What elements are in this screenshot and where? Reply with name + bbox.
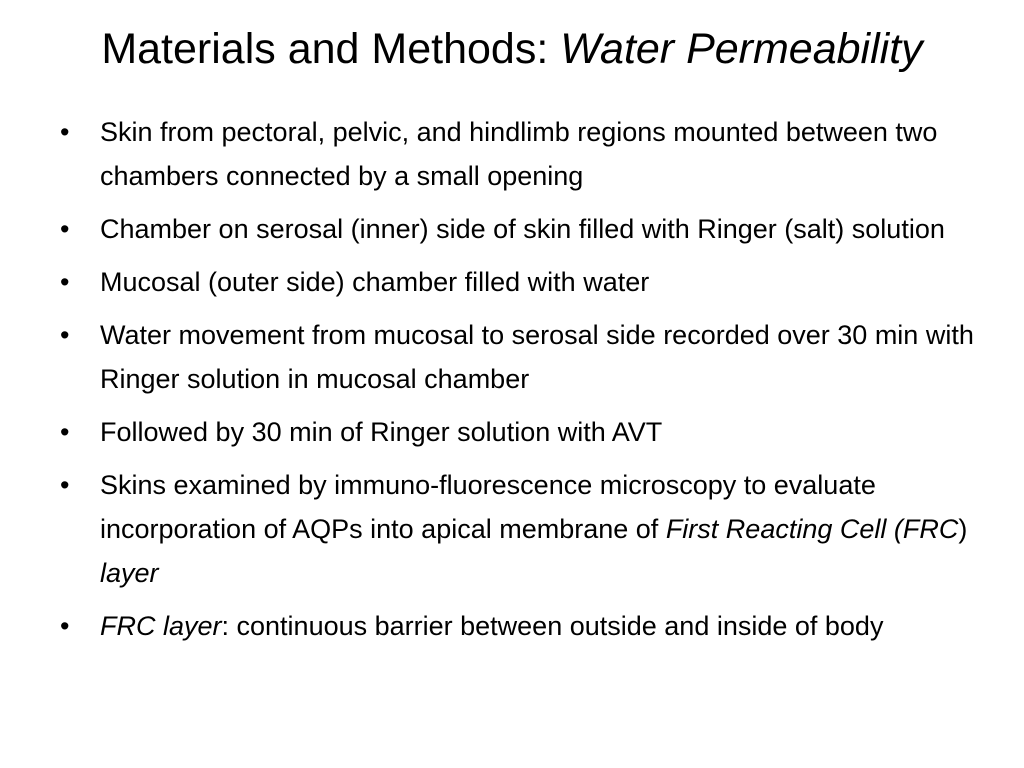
bullet-item [58,463,978,595]
bullet-text-paren: ) [958,514,968,544]
bullet-dot: • [60,267,70,297]
slide-title [0,20,1024,78]
bullet-text-plain: : continuous barrier between outside and inside of body [221,611,884,641]
bullet-item [58,410,978,454]
bullet-text-italic-layer: layer [100,558,159,588]
bullet-dot: • [60,611,70,641]
bullet-text [100,611,883,641]
bullet-dot: • [60,117,70,147]
bullet-text: Water movement from mucosal to serosal side recorded over 30 min with Ringer solution in mucosal chamber [100,320,974,394]
bullet-text: Skin from pectoral, pelvic, and hindlimb regions mounted between two chambers connected by a small opening [100,117,938,191]
bullet-text-plain: Skins examined by immuno-fluorescence microscopy to evaluate incorporation of AQPs into apical membrane of [100,470,876,544]
bullet-item [58,207,978,251]
bullet-dot: • [60,470,70,500]
bullet-item [58,313,978,401]
bullet-item [58,604,978,648]
bullet-text: Followed by 30 min of Ringer solution with AVT [100,417,663,447]
bullet-dot: • [60,214,70,244]
bullet-dot: • [60,417,70,447]
bullet-text [100,470,967,588]
bullet-item [58,110,978,198]
title-main: Materials and Methods: [101,25,561,73]
bullet-text-italic: First Reacting Cell (FRC [665,514,959,544]
bullet-dot: • [60,320,70,350]
bullet-text: Mucosal (outer side) chamber filled with water [100,267,650,297]
bullet-text-italic-lead: FRC layer [100,611,222,641]
bullet-list [58,110,978,657]
bullet-item [58,260,978,304]
bullet-text: Chamber on serosal (inner) side of skin filled with Ringer (salt) solution [100,214,945,244]
title-italic: Water Permeability [560,25,923,73]
